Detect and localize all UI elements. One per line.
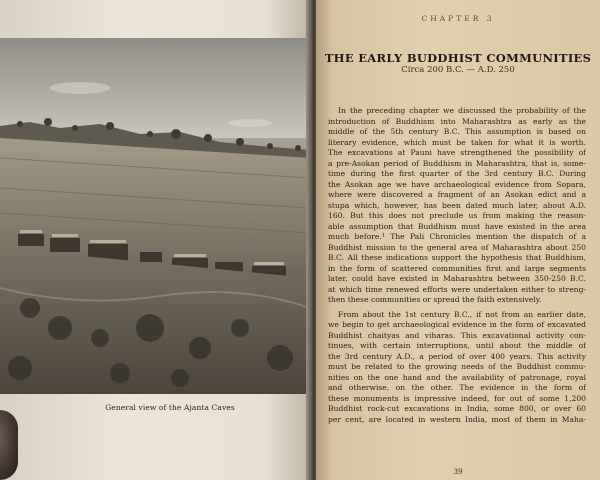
text-line: must be related to the growing needs of the Buddhist commu- [328, 362, 586, 371]
text-line: then these communities or spread the faith extensively. [328, 295, 542, 304]
text-line: B.C. All these indications support the hypothesis that Buddhism, [328, 253, 586, 262]
text-line: In the preceding chapter we discussed the probability of the [338, 106, 586, 115]
body-text [328, 106, 586, 425]
chapter-subtitle: Circa 200 B.C. — A.D. 250 [401, 65, 515, 75]
text-line: per cent, are located in western India, most of them in Maha- [328, 414, 586, 424]
text-line: literary evidence, which must be taken for what it is worth. [328, 137, 586, 147]
reader-thumb [0, 410, 18, 480]
chapter-title: THE EARLY BUDDHIST COMMUNITIES [324, 51, 592, 65]
text-line: The excavations at Pauni have strengthened the possibility of [328, 148, 586, 157]
text-line: these monuments is impressive indeed, for out of some 1,200 [328, 393, 586, 403]
text-line: middle of the 5th century B.C. This assumption is based on [328, 127, 586, 136]
text-line: where were discovered a fragment of an Asokan edict and a [328, 190, 586, 199]
text-line: later, could have existed in Maharashtra between 350-250 B.C. [328, 274, 586, 283]
text-line: the Asokan age we have archaeological evidence from Sopara, [328, 179, 586, 189]
text-line: From about the 1st century B.C., if not from an earlier date, [338, 309, 586, 319]
text-line: 160. But this does not preclude us from making the reason- [328, 211, 586, 220]
text-line: Buddhist chaityas and viharas. This excavational activity con- [328, 330, 586, 340]
text-line: much before.¹ The Pali Chronicles mention the dispatch of a [328, 232, 586, 241]
text-line: introduction of Buddhism into Maharashtra as early as the [328, 116, 586, 126]
text-line: time during the first quarter of the 3rd century B.C. During [328, 169, 586, 178]
text-line: nities on the one hand and the availability of patronage, royal [328, 372, 586, 382]
text-line: tinues, with certain interruptions, until about the middle of [328, 341, 586, 350]
text-line: and otherwise, on the other. The evidence in the form of [328, 383, 586, 392]
text-line: Buddhist mission to the general area of Maharashtra about 250 [328, 242, 586, 252]
text-line: in the form of scattered communities first and large segments [328, 263, 586, 273]
photo-caption: General view of the Ajanta Caves [105, 403, 235, 412]
ajanta-caves-photo [0, 38, 310, 394]
text-line: we begin to get archaeological evidence in the form of excavated [328, 320, 586, 329]
cliff-illustration [0, 38, 310, 394]
page-number: 39 [453, 468, 463, 476]
text-line: able assumption that Buddhism must have existed in the area [328, 221, 586, 231]
text-line: Buddhist rock-cut excavations in India, some 800, or over 60 [328, 404, 586, 413]
right-page [316, 0, 600, 480]
text-line: the 3rd century A.D., a period of over 400 years. This activity [328, 351, 586, 361]
text-line: a pre-Asokan period of Buddhism in Maharashtra, that is, some- [328, 158, 586, 168]
chapter-label: CHAPTER 3 [421, 14, 495, 23]
text-line: stupa which, however, has been dated much later, about A.D. [328, 200, 586, 210]
text-line: at which time renewed efforts were undertaken either to streng- [328, 284, 586, 294]
